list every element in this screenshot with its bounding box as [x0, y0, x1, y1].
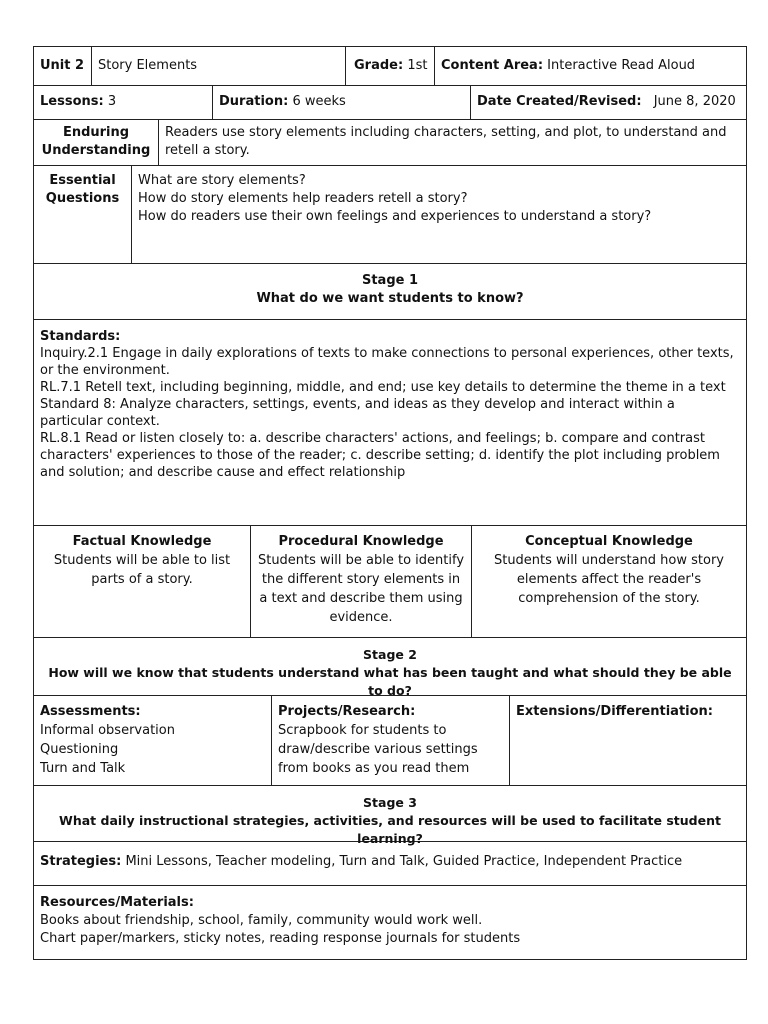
- resources-label: Resources/Materials:: [40, 895, 194, 910]
- knowledge-row: [33, 526, 747, 638]
- grade-label: Grade:: [354, 58, 404, 73]
- assessments-label: Assessments:: [40, 704, 141, 719]
- procedural-knowledge-text: Students will be able to identify the different story elements in a text and describe them using evidence.: [257, 553, 465, 625]
- procedural-knowledge-title: Procedural Knowledge: [278, 534, 444, 549]
- duration-cell: [212, 86, 470, 119]
- date-value: June 8, 2020: [653, 94, 736, 109]
- enduring-understanding-row: [33, 120, 747, 166]
- resource-item: Books about friendship, school, family, community would work well.: [40, 913, 483, 928]
- standards-label: Standards:: [40, 329, 121, 344]
- content-area-value: Interactive Read Aloud: [547, 58, 696, 73]
- projects-cell: [271, 696, 509, 785]
- standard-item: RL.8.1 Read or listen closely to: a. describe characters' actions, and feelings; b. compare and contrast characters' experiences to those of the reader; c. describe setting; d. identify the plot including problem and solution; and describe cause and effect relationship: [40, 431, 720, 480]
- stage-1-title: Stage 1: [361, 273, 419, 288]
- standard-item: Inquiry.2.1 Engage in daily explorations of texts to make connections to personal experiences, other texts, or the environment.: [40, 346, 734, 378]
- grade-value: 1st: [407, 58, 428, 73]
- extensions-label: Extensions/Differentiation:: [516, 704, 713, 719]
- essential-questions-list: [131, 166, 746, 263]
- projects-text: Scrapbook for students to draw/describe various settings from books as you read them: [278, 723, 478, 776]
- factual-knowledge-title: Factual Knowledge: [72, 534, 212, 549]
- strategies-label: Strategies:: [40, 854, 122, 869]
- essential-questions-row: [33, 166, 747, 264]
- resource-item: Chart paper/markers, sticky notes, reading response journals for students: [40, 931, 521, 946]
- duration-label: Duration:: [219, 94, 289, 109]
- essential-question: How do story elements help readers retell a story?: [138, 191, 468, 206]
- stage-1-header: [33, 264, 747, 320]
- stage-2-title: Stage 2: [363, 647, 417, 662]
- essential-questions-label: Essential Questions: [45, 173, 120, 206]
- grade-cell: [345, 47, 434, 85]
- strategies-row: [33, 842, 747, 886]
- unit-label: Unit 2: [40, 58, 85, 73]
- stage-2-question: How will we know that students understand what has been taught and what should they be able to do?: [48, 665, 732, 698]
- conceptual-knowledge-title: Conceptual Knowledge: [525, 534, 693, 549]
- conceptual-knowledge-text: Students will understand how story elements affect the reader's comprehension of the story.: [493, 553, 725, 606]
- unit-plan-document: [33, 46, 747, 960]
- content-area-cell: [434, 47, 746, 85]
- assessment-row: [33, 696, 747, 786]
- enduring-understanding-text: Readers use story elements including characters, setting, and plot, to understand and retell a story.: [158, 120, 746, 165]
- unit-header-row: [33, 46, 747, 86]
- resources-row: [33, 886, 747, 960]
- standards-row: [33, 320, 747, 526]
- factual-knowledge-text: Students will be able to list parts of a story.: [53, 553, 231, 587]
- unit-number-cell: [34, 47, 91, 85]
- stage-3-title: Stage 3: [363, 795, 417, 810]
- conceptual-knowledge-cell: [471, 526, 746, 637]
- stage-2-header: [33, 638, 747, 696]
- date-label: Date Created/Revised:: [477, 94, 642, 109]
- procedural-knowledge-cell: [250, 526, 471, 637]
- content-area-label: Content Area:: [441, 58, 544, 73]
- assessment-item: Turn and Talk: [40, 761, 126, 776]
- essential-question: What are story elements?: [138, 173, 306, 188]
- duration-value: 6 weeks: [292, 94, 346, 109]
- stage-1-question: What do we want students to know?: [256, 291, 524, 306]
- extensions-cell: [509, 696, 746, 785]
- date-cell: [470, 86, 746, 119]
- unit-title-cell: [91, 47, 345, 85]
- lessons-cell: [34, 86, 212, 119]
- unit-title: Story Elements: [98, 58, 198, 73]
- standard-item: RL.7.1 Retell text, including beginning, middle, and end; use key details to determine the theme in a text: [40, 380, 726, 395]
- enduring-understanding-label: Enduring Understanding: [41, 125, 151, 158]
- stage-3-question: What daily instructional strategies, activities, and resources will be used to facilitate student learning?: [59, 813, 721, 846]
- assessments-cell: [34, 696, 271, 785]
- lessons-value: 3: [107, 94, 117, 109]
- lessons-row: [33, 86, 747, 120]
- lessons-label: Lessons:: [40, 94, 104, 109]
- assessment-item: Questioning: [40, 742, 119, 757]
- factual-knowledge-cell: [34, 526, 250, 637]
- strategies-text: Mini Lessons, Teacher modeling, Turn and Talk, Guided Practice, Independent Practice: [125, 854, 683, 869]
- essential-question: How do readers use their own feelings and experiences to understand a story?: [138, 209, 652, 224]
- stage-3-header: [33, 786, 747, 846]
- assessment-item: Informal observation: [40, 723, 175, 738]
- standard-item: Standard 8: Analyze characters, settings, events, and ideas as they develop and interact within a particular context.: [40, 397, 675, 429]
- projects-label: Projects/Research:: [278, 704, 416, 719]
